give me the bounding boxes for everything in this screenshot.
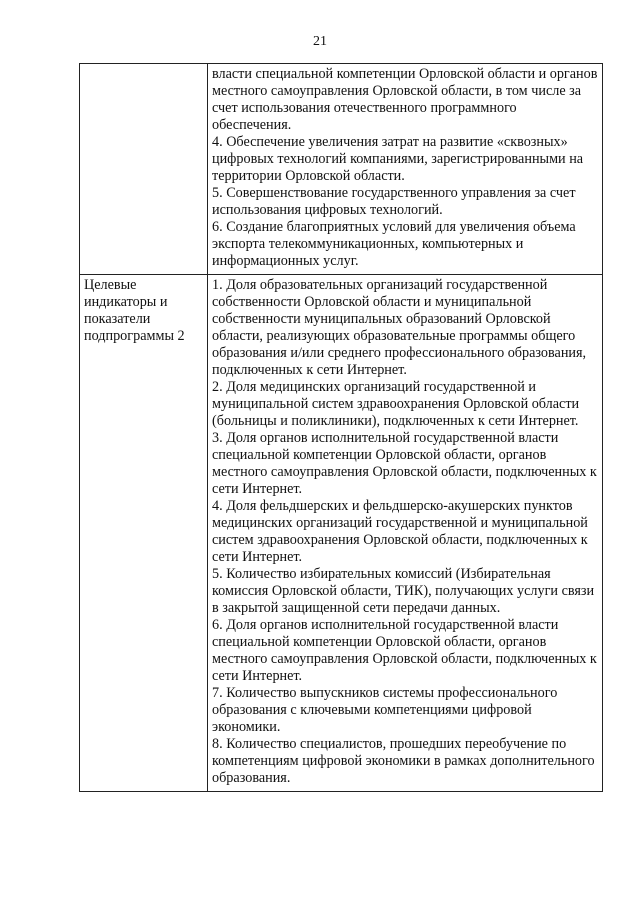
list-item: 4. Доля фельдшерских и фельдшерско-акушерских пунктов медицинских организаций государственной и муниципальной систем здравоохранения Орловской области, подключенных к сети Интернет.	[212, 498, 588, 565]
list-item: 8. Количество специалистов, прошедших переобучение по компетенциям цифровой экономики в рамках дополнительного образования.	[212, 736, 595, 786]
row-label-cell	[80, 64, 208, 275]
program-table	[79, 63, 603, 792]
list-item: 7. Количество выпускников системы профессионального образования с ключевыми компетенциями цифровой экономики.	[212, 685, 558, 735]
row-content-cell	[208, 275, 603, 792]
list-item: 3. Доля органов исполнительной государственной власти специальной компетенции Орловской области, органов местного самоуправления Орловской области, подключенных к сети Интернет.	[212, 430, 597, 497]
row-label: Целевые индикаторы и показатели подпрограммы 2	[84, 277, 185, 344]
list-item: 2. Доля медицинских организаций государственной и муниципальной систем здравоохранения Орловской области (больницы и поликлиники), подключенных к сети Интернет.	[212, 379, 580, 429]
list-item: 4. Обеспечение увеличения затрат на развитие «сквозных» цифровых технологий компаниями, зарегистрированными на территории Орловской области.	[212, 134, 584, 184]
table-row	[80, 64, 603, 275]
list-item: 1. Доля образовательных организаций государственной собственности Орловской области и муниципальной собственности муниципальных образований Орловской области, реализующих образовательные программы общего образования и/или среднего профессионального образования, подключенных к сети Интернет.	[212, 277, 587, 378]
list-item: 6. Создание благоприятных условий для увеличения объема экспорта телекоммуникационных, компьютерных и информационных услуг.	[212, 219, 576, 269]
table-row	[80, 275, 603, 792]
list-item: власти специальной компетенции Орловской области и органов местного самоуправления Орловской области, в том числе за счет использования отечественного программного обеспечения.	[212, 66, 598, 133]
page-number: 21	[313, 34, 327, 49]
row-content-cell	[208, 64, 603, 275]
list-item: 6. Доля органов исполнительной государственной власти специальной компетенции Орловской области, органов местного самоуправления Орловской области, подключенных к сети Интернет.	[212, 617, 597, 684]
list-item: 5. Количество избирательных комиссий (Избирательная комиссия Орловской области, ТИК), получающих услуги связи в закрытой защищенной сети передачи данных.	[212, 566, 595, 616]
row-label-cell	[80, 275, 208, 792]
list-item: 5. Совершенствование государственного управления за счет использования цифровых технологий.	[212, 185, 576, 218]
